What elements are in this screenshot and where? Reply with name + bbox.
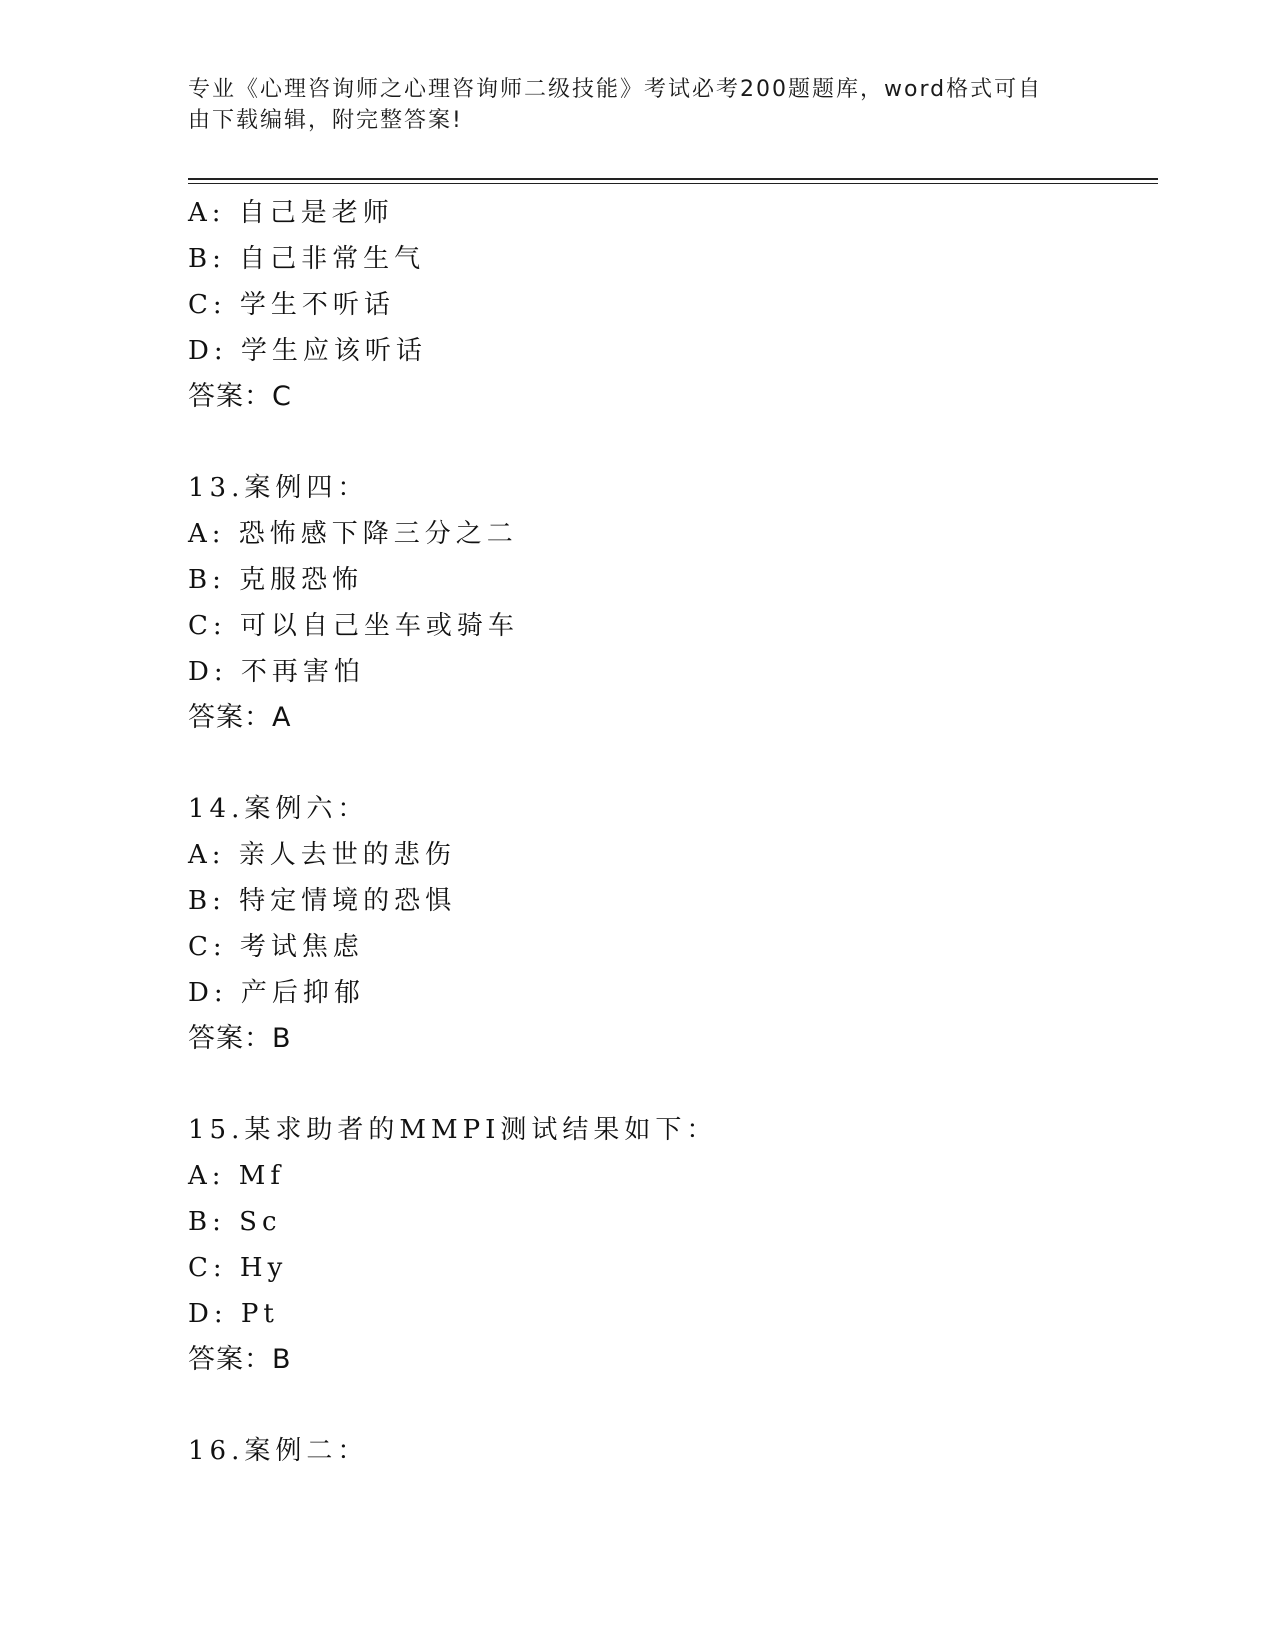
- option-a: A: Mf: [188, 1161, 286, 1191]
- question-title: 13.案例四：: [188, 473, 369, 503]
- option-a: A: 亲人去世的悲伤: [188, 840, 456, 870]
- document-header: [188, 74, 1088, 136]
- question-title: 14.案例六：: [188, 794, 369, 824]
- option-a: A: 自己是老师: [188, 198, 394, 228]
- option-b: B: 自己非常生气: [188, 244, 426, 274]
- option-a: A: 恐怖感下降三分之二: [188, 519, 518, 549]
- answer-line: 答案：A: [188, 702, 292, 733]
- question-block: [188, 190, 1148, 420]
- header-line-1: 专业《心理咨询师之心理咨询师二级技能》考试必考200题题库，word格式可自: [188, 77, 1043, 102]
- question-block: [188, 786, 1148, 1062]
- option-b: B: Sc: [188, 1207, 282, 1237]
- header-divider-thin: [188, 183, 1158, 184]
- question-block: [188, 1428, 1148, 1474]
- header-divider-thick: [188, 178, 1158, 180]
- question-list: [188, 190, 1148, 1474]
- question-block: [188, 465, 1148, 741]
- option-c: C: Hy: [188, 1253, 288, 1283]
- question-block: [188, 1107, 1148, 1383]
- option-d: D: 产后抑郁: [188, 978, 365, 1008]
- answer-line: 答案：B: [188, 1023, 292, 1054]
- header-line-2: 由下载编辑，附完整答案!: [188, 108, 463, 133]
- question-title: 15.某求助者的MMPI测试结果如下：: [188, 1115, 718, 1145]
- question-title: 16.案例二：: [188, 1436, 369, 1466]
- option-d: D: Pt: [188, 1299, 279, 1329]
- option-c: C: 考试焦虑: [188, 932, 364, 962]
- option-b: B: 克服恐怖: [188, 565, 364, 595]
- option-d: D: 不再害怕: [188, 657, 365, 687]
- answer-line: 答案：B: [188, 1344, 292, 1375]
- answer-line: 答案：C: [188, 381, 292, 412]
- option-c: C: 可以自己坐车或骑车: [188, 611, 519, 641]
- option-c: C: 学生不听话: [188, 290, 395, 320]
- option-d: D: 学生应该听话: [188, 336, 427, 366]
- option-b: B: 特定情境的恐惧: [188, 886, 457, 916]
